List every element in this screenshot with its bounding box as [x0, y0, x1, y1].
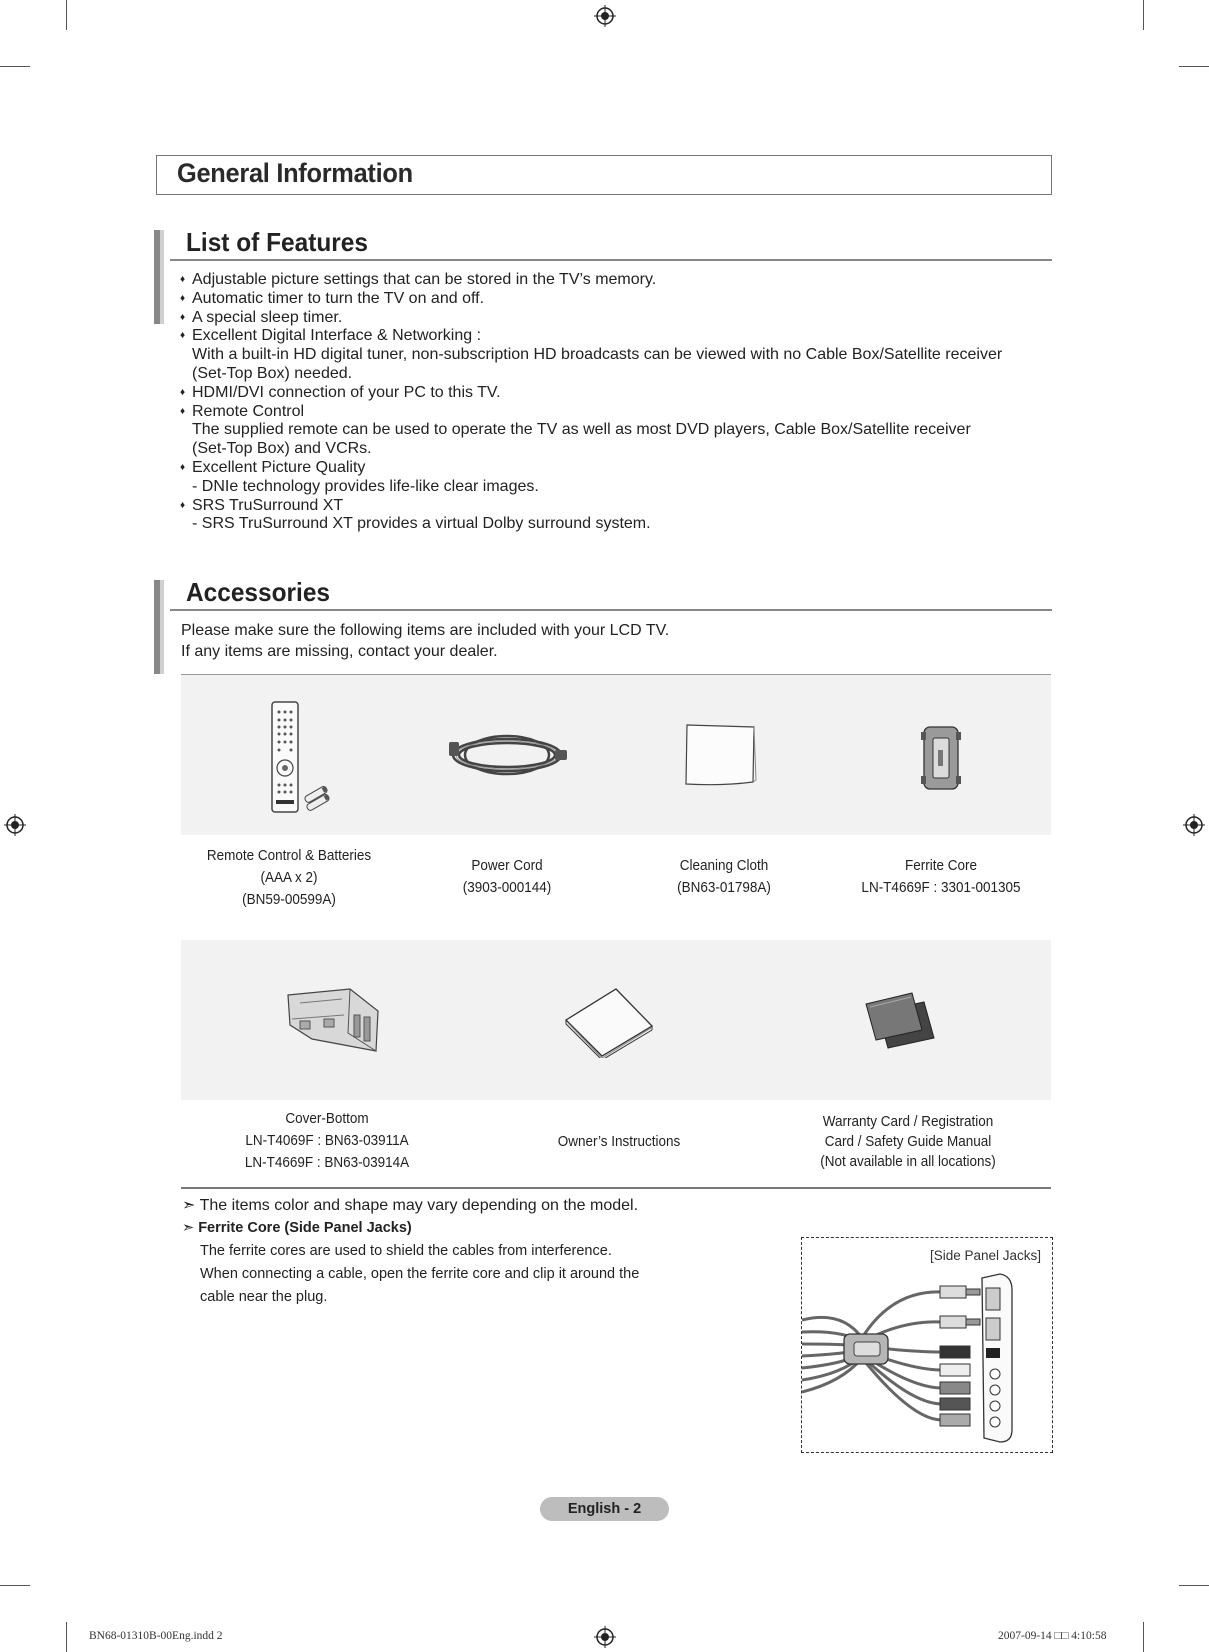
warranty-card-icon — [862, 990, 937, 1050]
intro-line: If any items are missing, contact your dealer. — [181, 643, 498, 660]
caption-line: (BN63-01798A) — [677, 879, 771, 896]
crop-mark — [1143, 1622, 1144, 1652]
note-title-text: Ferrite Core (Side Panel Jacks) — [198, 1220, 412, 1236]
caption-line: Cover-Bottom — [285, 1110, 369, 1127]
file-name: BN68-01310B-00Eng.indd 2 — [89, 1630, 223, 1642]
accessory-caption — [193, 845, 386, 911]
note-text: The items color and shape may vary depending on the model. — [199, 1197, 639, 1214]
caption-line: (Not available in all locations) — [820, 1153, 996, 1170]
section-rule — [170, 259, 1052, 261]
feature-text: Remote Control — [192, 402, 305, 420]
intro-line: Please make sure the following items are included with your LCD TV. — [181, 622, 670, 639]
page-number-badge: English - 2 — [540, 1497, 669, 1521]
caption-line: Remote Control & Batteries — [206, 847, 372, 864]
caption-line: LN-T4069F : BN63-03911A — [245, 1132, 409, 1149]
feature-text: Excellent Digital Interface & Networking : — [192, 327, 482, 345]
note-title — [182, 1220, 682, 1236]
registration-mark-icon — [594, 1626, 616, 1648]
feature-item — [180, 327, 1060, 383]
note-arrow-icon: ➣ — [182, 1197, 196, 1214]
note-line: The ferrite cores are used to shield the cables from interference. — [200, 1243, 612, 1259]
feature-item — [180, 290, 1060, 309]
cleaning-cloth-icon — [683, 722, 758, 788]
caption-line: (AAA x 2) — [260, 869, 318, 886]
accessory-caption — [628, 855, 821, 899]
crop-mark — [0, 1585, 30, 1586]
crop-mark — [66, 0, 67, 30]
section-bar — [154, 580, 164, 674]
crop-mark — [0, 66, 30, 67]
feature-item — [180, 271, 1060, 290]
caption-line: Ferrite Core — [904, 857, 978, 874]
caption-line: Warranty Card / Registration — [822, 1113, 994, 1130]
caption-line: Owner’s Instructions — [557, 1133, 681, 1150]
accessory-caption — [796, 1112, 1019, 1172]
feature-item — [180, 403, 1060, 459]
feature-list — [180, 271, 1060, 534]
caption-line: Card / Safety Guide Manual — [824, 1133, 992, 1150]
feature-item — [180, 459, 1060, 497]
feature-item — [180, 497, 1060, 535]
crop-mark — [1179, 66, 1209, 67]
page-title: General Information — [177, 158, 413, 188]
feature-text: A special sleep timer. — [192, 308, 343, 326]
divider — [181, 1187, 1051, 1189]
side-panel-jacks-illustration — [802, 1270, 1052, 1450]
section-bar — [154, 230, 164, 324]
caption-line: (BN59-00599A) — [242, 891, 336, 908]
ferrite-core-icon — [918, 724, 963, 792]
note-line: cable near the plug. — [200, 1289, 328, 1305]
print-timestamp: 2007-09-14 □□ 4:10:58 — [998, 1630, 1107, 1642]
feature-text: Excellent Picture Quality — [192, 458, 366, 476]
feature-text: HDMI/DVI connection of your PC to this TV. — [192, 383, 501, 401]
bullet-icon: ♦ — [180, 499, 186, 511]
feature-text: Automatic timer to turn the TV on and off. — [192, 289, 485, 307]
bullet-icon: ♦ — [180, 461, 186, 473]
section-title-accessories: Accessories — [186, 577, 331, 607]
remote-control-icon — [262, 700, 334, 815]
bullet-icon: ♦ — [180, 386, 186, 398]
feature-text: SRS TruSurround XT — [192, 496, 344, 514]
feature-detail: The supplied remote can be used to operate the TV as well as most DVD players, Cable Box/Satellite receiver (Set-Top Box) and VCRs. — [192, 421, 971, 458]
note-body — [200, 1240, 682, 1309]
feature-detail: - SRS TruSurround XT provides a virtual Dolby surround system. — [192, 515, 651, 533]
section-rule — [170, 609, 1052, 611]
feature-item — [180, 309, 1060, 328]
cover-bottom-icon — [280, 985, 385, 1057]
bullet-icon: ♦ — [180, 330, 186, 342]
feature-detail: - DNIe technology provides life-like clear images. — [192, 477, 539, 495]
bullet-icon: ♦ — [180, 274, 186, 285]
section-title-features: List of Features — [186, 227, 368, 257]
power-cord-icon — [445, 728, 570, 783]
bullet-icon: ♦ — [180, 311, 186, 323]
bullet-icon: ♦ — [180, 292, 186, 304]
bullet-icon: ♦ — [180, 405, 186, 417]
caption-line: LN-T4669F : 3301-001305 — [861, 879, 1021, 896]
registration-mark-icon — [594, 5, 616, 27]
caption-line: (3903-000144) — [462, 879, 552, 896]
crop-mark — [1179, 1585, 1209, 1586]
note — [182, 1195, 682, 1215]
feature-item — [180, 384, 1060, 403]
accessory-caption — [515, 1131, 724, 1153]
accessory-caption — [411, 855, 604, 899]
registration-mark-icon — [1183, 814, 1205, 836]
accessory-caption — [231, 1108, 424, 1174]
note-line: When connecting a cable, open the ferrite core and clip it around the — [200, 1266, 640, 1282]
crop-mark — [66, 1622, 67, 1652]
feature-detail: With a built-in HD digital tuner, non-subscription HD broadcasts can be viewed with no Cable Box/Satellite receiver (Set-Top Box) needed. — [192, 346, 1003, 382]
caption-line: LN-T4669F : BN63-03914A — [244, 1154, 410, 1171]
caption-line: Cleaning Cloth — [679, 857, 769, 874]
registration-mark-icon — [4, 814, 26, 836]
accessories-intro — [181, 620, 669, 662]
caption-line: Power Cord — [471, 857, 543, 874]
feature-text: Adjustable picture settings that can be stored in the TV’s memory. — [192, 271, 657, 288]
diagram-caption: [Side Panel Jacks] — [930, 1248, 1042, 1263]
notes-block — [182, 1195, 682, 1309]
owners-manual-icon — [562, 986, 656, 1058]
accessory-caption — [839, 855, 1042, 899]
crop-mark — [1143, 0, 1144, 30]
note-arrow-icon: ➣ — [182, 1220, 195, 1236]
